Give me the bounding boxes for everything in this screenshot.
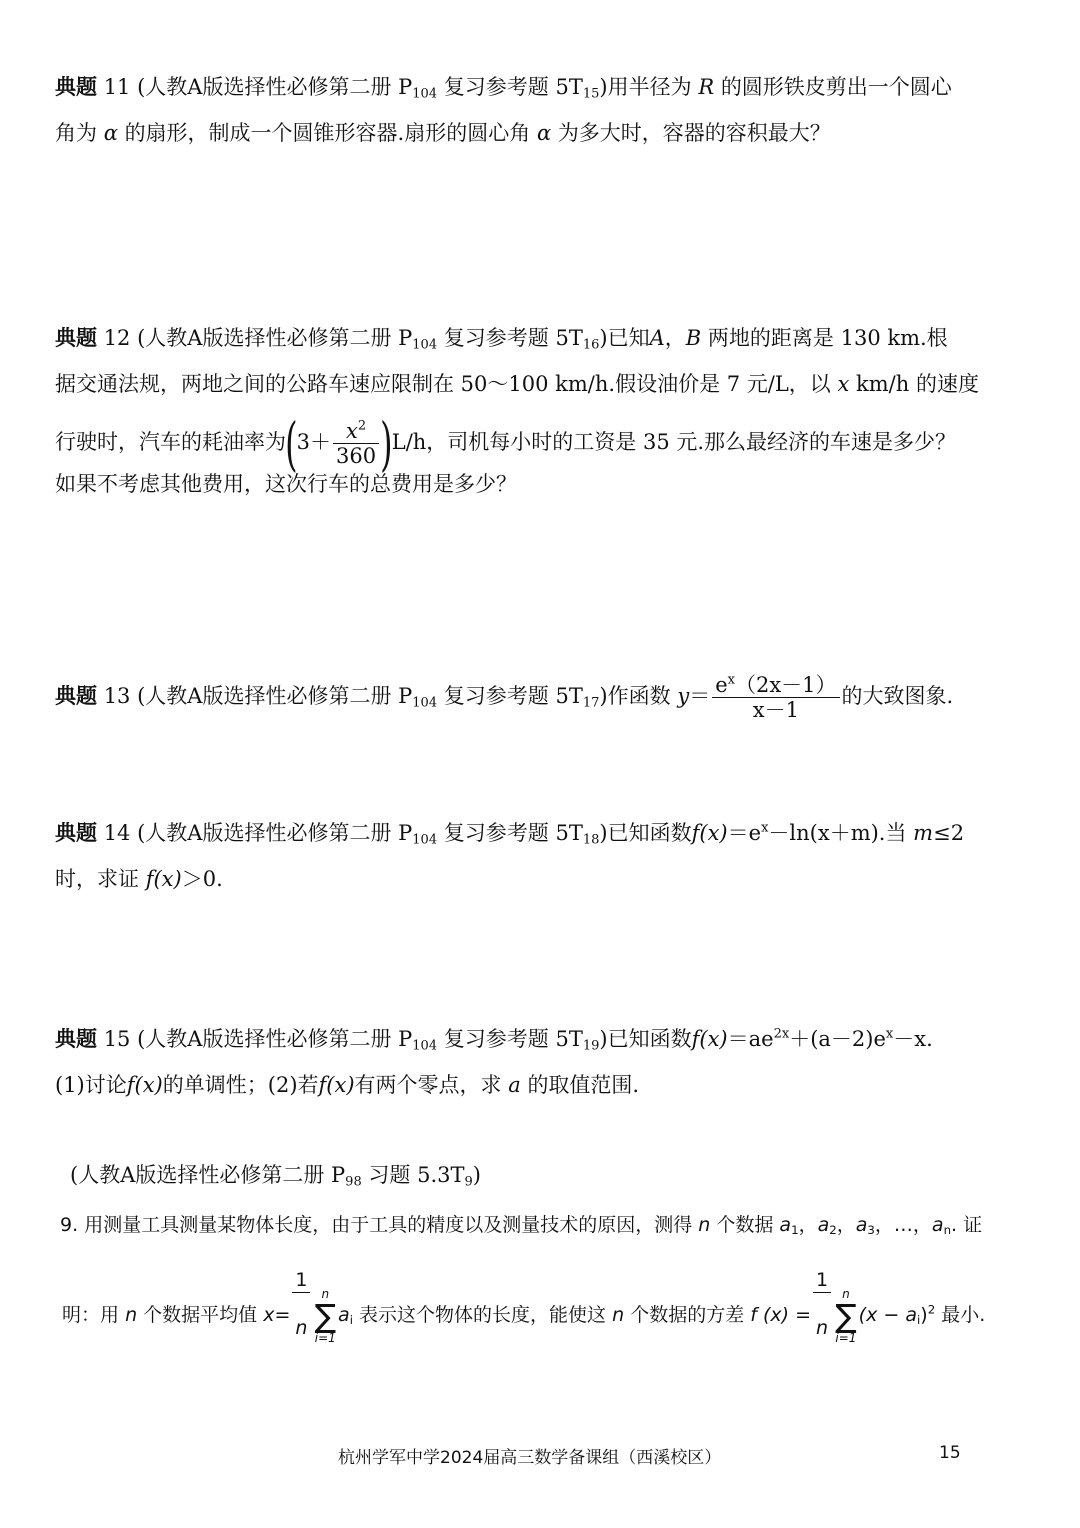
problem-text-line3: 行驶时，汽车的耗油率为(3＋ $\frac{x^2}{360}$ )L/h，司机每小时的工资是 35 元.那么最经济的车速是多少？ xyxy=(55,409,957,478)
problem-text-line2: 据交通法规，两地之间的公路车速应限制在 50～100 km/h.假设油价是 7 元/L，以 x km/h 的速度 xyxy=(55,372,979,396)
sum-sign: n ∑ i=1 xyxy=(835,1286,857,1345)
problem-number: 11 xyxy=(103,75,131,99)
problem-text-line4: 如果不考虑其他费用，这次行车的总费用是多少？ xyxy=(55,472,517,496)
problem-text: 作函数 y＝ $\frac{e^x(2x-1)}{x-1}$ 的大致图象. xyxy=(607,672,954,722)
problem-number: 15 xyxy=(103,1027,131,1051)
problem-title: 典题 xyxy=(55,1026,97,1051)
problem-text: 已知函数$f(x)=e^x-\ln(x+m)$.当 m≤2 xyxy=(607,820,965,845)
problem-number: 13 xyxy=(103,684,131,708)
problem-text: 已知函数$f(x)=ae^{2x}+(a-2)e^x-x$. xyxy=(607,1026,933,1051)
problem-text-line2: 时，求证 f(x)＞0. xyxy=(55,867,223,891)
problem-title: 典题 xyxy=(55,683,97,708)
problem-source: (人教A版选择性必修第二册 $P_{104}$ 复习参考题 $5T_{19}$) xyxy=(137,1027,608,1054)
right-paren: ) xyxy=(380,409,393,478)
problem-title: 典题 xyxy=(55,74,97,99)
fraction: $\frac{1}{n}$ xyxy=(813,1268,831,1363)
problem-source: (人教A版选择性必修第二册 $P_{104}$ 复习参考题 $5T_{15}$) xyxy=(137,75,608,102)
problem-title: 典题 xyxy=(55,325,97,350)
problem-title: 典题 xyxy=(55,820,97,845)
page-number: 15 xyxy=(939,1443,961,1463)
footer-text: 杭州学军中学2024届高三数学备课组（西溪校区） xyxy=(338,1448,722,1468)
problem-number: 12 xyxy=(103,326,131,350)
sum-sign: n ∑ i=1 xyxy=(314,1286,337,1345)
problem-source: (人教A版选择性必修第二册 $P_{104}$ 复习参考题 $5T_{17}$) xyxy=(137,684,608,711)
left-paren: ( xyxy=(285,409,298,478)
problem-source: (人教A版选择性必修第二册 $P_{104}$ 复习参考题 $5T_{18}$) xyxy=(137,821,608,848)
extra-text-line2: 明：用 n 个数据平均值 x= $\frac{1}{n}$ n ∑ $i=1a_i$ 表示这个物体的长度，能使这 n 个数据的方差 f (x) = $\frac{1}{n}$ n ∑ $i=1(x - a_i)^2$ 最小. xyxy=(62,1268,985,1363)
problem-text-line2: 角为 α 的扇形，制成一个圆锥形容器.扇形的圆心角 α 为多大时，容器的容积最大？ xyxy=(55,121,831,145)
extra-text-line1: 9. 用测量工具测量某物体长度，由于工具的精度以及测量技术的原因，测得 n 个数据 $a_1$，$a_2$，$a_3$，…，$a_n$. 证 xyxy=(60,1214,983,1237)
problem-text: 用半径为 R 的圆形铁皮剪出一个圆心 xyxy=(607,75,952,99)
fraction: $\frac{x^2}{360}$ xyxy=(333,419,379,468)
problem-source: (人教A版选择性必修第二册 $P_{104}$ 复习参考题 $5T_{16}$) xyxy=(137,326,608,353)
extra-source: (人教A版选择性必修第二册 $P_{98}$ 习题 $5.3T_9$) xyxy=(70,1163,481,1190)
fraction: $\frac{e^x(2x-1)}{x-1}$ xyxy=(712,673,839,722)
problem-number: 14 xyxy=(103,821,131,845)
fraction: $\frac{1}{n}$ xyxy=(292,1268,310,1363)
problem-text-line2: (1)讨论f(x)的单调性；(2)若f(x)有两个零点，求 a 的取值范围. xyxy=(55,1073,640,1097)
problem-text: 已知A，B 两地的距离是 130 km.根 xyxy=(607,326,948,350)
